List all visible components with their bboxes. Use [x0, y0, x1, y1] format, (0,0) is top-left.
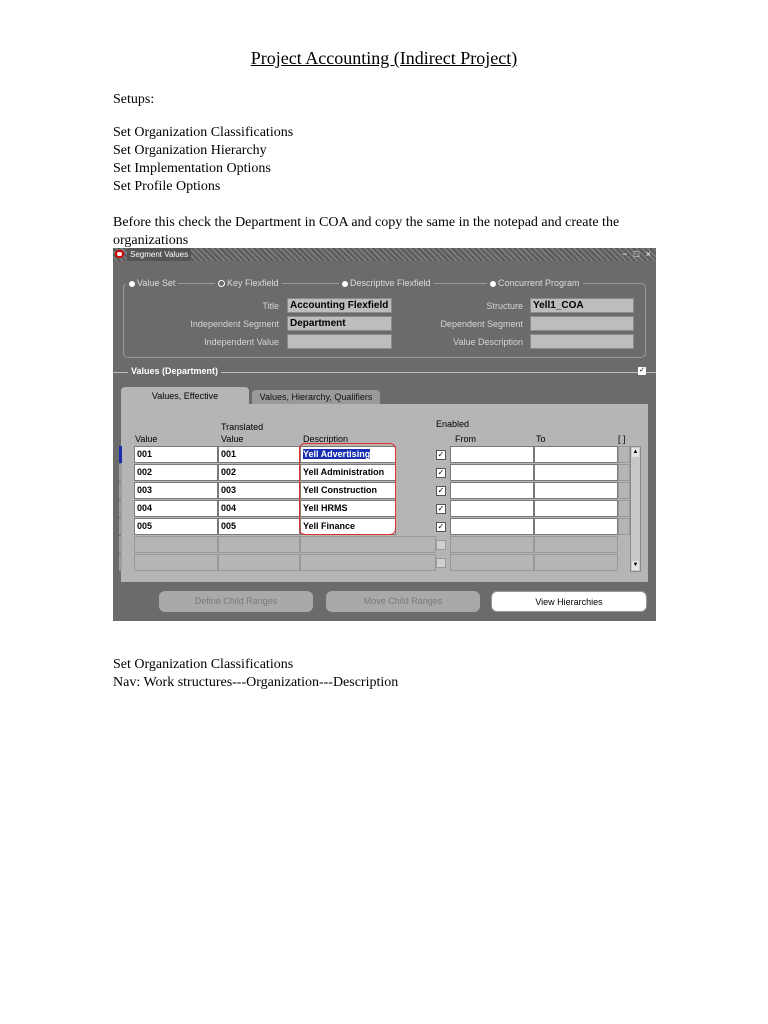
independent-value-label: Independent Value: [204, 337, 279, 347]
title-field[interactable]: Accounting Flexfield: [287, 298, 392, 313]
view-hierarchies-button[interactable]: View Hierarchies: [491, 591, 647, 612]
value-cell[interactable]: 001: [134, 446, 218, 463]
from-date-cell[interactable]: [450, 554, 534, 571]
define-child-ranges-button[interactable]: Define Child Ranges: [159, 591, 313, 612]
independent-segment-label: Independent Segment: [190, 319, 279, 329]
row-indicator[interactable]: [119, 464, 122, 481]
translated-value-cell[interactable]: 001: [218, 446, 300, 463]
annotation-highlight-box: [299, 443, 396, 535]
value-cell[interactable]: [134, 536, 218, 553]
from-date-cell[interactable]: [450, 482, 534, 499]
description-cell[interactable]: Yell Finance: [300, 518, 396, 535]
enabled-checkbox[interactable]: [436, 540, 446, 550]
radio-value-set[interactable]: Value Set: [126, 278, 178, 288]
col-header-bracket: [ ]: [618, 434, 626, 444]
move-child-ranges-button[interactable]: Move Child Ranges: [326, 591, 480, 612]
independent-segment-field[interactable]: Department: [287, 316, 392, 331]
section2-title: Set Organization Classifications: [113, 657, 294, 672]
context-cell[interactable]: [618, 518, 630, 535]
value-description-field[interactable]: [530, 334, 634, 349]
to-date-cell[interactable]: [534, 446, 618, 463]
value-cell[interactable]: 002: [134, 464, 218, 481]
step-profile-options: Set Profile Options: [113, 179, 221, 194]
scroll-up-icon[interactable]: ▲: [632, 449, 639, 455]
col-header-from: From: [455, 434, 476, 444]
col-header-value: Value: [135, 434, 158, 444]
enabled-checkbox[interactable]: ✓: [437, 468, 445, 477]
independent-value-field[interactable]: [287, 334, 392, 349]
to-date-cell[interactable]: [534, 500, 618, 517]
structure-field[interactable]: Yell1_COA: [530, 298, 634, 313]
row-indicator[interactable]: [119, 446, 122, 463]
description-cell[interactable]: [300, 554, 436, 571]
radio-selected-icon: [342, 281, 348, 287]
translated-value-cell[interactable]: [218, 554, 300, 571]
structure-label: Structure: [486, 301, 523, 311]
enabled-checkbox[interactable]: ✓: [437, 486, 445, 495]
radio-selected-icon: [129, 281, 135, 287]
oracle-logo-icon: [115, 250, 124, 258]
radio-concurrent-program[interactable]: Concurrent Program: [487, 278, 583, 288]
values-section-title: Values (Department): [128, 366, 221, 376]
description-cell[interactable]: Yell HRMS: [300, 500, 396, 517]
enabled-checkbox[interactable]: ✓: [437, 450, 445, 459]
window-titlebar: [113, 248, 656, 261]
value-cell[interactable]: 004: [134, 500, 218, 517]
translated-value-cell[interactable]: 004: [218, 500, 300, 517]
from-date-cell[interactable]: [450, 464, 534, 481]
value-cell[interactable]: 005: [134, 518, 218, 535]
dependent-segment-field[interactable]: [530, 316, 634, 331]
enabled-checkbox[interactable]: [436, 558, 446, 568]
col-header-to: To: [536, 434, 546, 444]
title-label: Title: [262, 301, 279, 311]
tab-values-effective[interactable]: Values, Effective: [121, 387, 249, 405]
radio-key-flexfield[interactable]: Key Flexfield: [215, 278, 282, 288]
row-indicator[interactable]: [119, 500, 122, 517]
enabled-checkbox[interactable]: ✓: [437, 522, 445, 531]
to-date-cell[interactable]: [534, 536, 618, 553]
enabled-checkbox[interactable]: ✓: [437, 504, 445, 513]
radio-descriptive-flexfield[interactable]: Descriptive Flexfield: [339, 278, 434, 288]
value-cell[interactable]: [134, 554, 218, 571]
translated-value-cell[interactable]: 005: [218, 518, 300, 535]
translated-value-cell[interactable]: 003: [218, 482, 300, 499]
to-date-cell[interactable]: [534, 482, 618, 499]
step-implementation-options: Set Implementation Options: [113, 161, 271, 176]
from-date-cell[interactable]: [450, 446, 534, 463]
instruction-note: Before this check the Department in COA and copy the same in the notepad and create the organizations: [113, 215, 620, 248]
setups-label: Setups:: [113, 92, 155, 107]
col-header-description: Description: [303, 434, 349, 444]
document-title: Project Accounting (Indirect Project): [250, 48, 518, 68]
from-date-cell[interactable]: [450, 518, 534, 535]
row-indicator[interactable]: [119, 554, 122, 571]
from-date-cell[interactable]: [450, 536, 534, 553]
table-scrollbar[interactable]: [630, 446, 641, 572]
dependent-segment-label: Dependent Segment: [440, 319, 523, 329]
to-date-cell[interactable]: [534, 554, 618, 571]
step-org-hierarchy: Set Organization Hierarchy: [113, 143, 267, 158]
step-org-classifications: Set Organization Classifications: [113, 125, 294, 140]
row-indicator[interactable]: [119, 536, 122, 553]
description-cell[interactable]: Yell Construction: [300, 482, 396, 499]
col-header-translated: Translated: [221, 422, 264, 432]
segment-values-window: [113, 248, 656, 621]
description-cell[interactable]: Yell Administration: [300, 464, 396, 481]
context-cell[interactable]: [618, 464, 630, 481]
translated-value-cell[interactable]: 002: [218, 464, 300, 481]
section2-navigation: Nav: Work structures---Organization---Description: [113, 675, 399, 690]
row-indicator[interactable]: [119, 482, 122, 499]
radio-selected-icon: [490, 281, 496, 287]
from-date-cell[interactable]: [450, 500, 534, 517]
radio-unselected-icon: [218, 280, 225, 287]
to-date-cell[interactable]: [534, 464, 618, 481]
window-title: Segment Values: [127, 248, 191, 261]
description-cell[interactable]: Yell Advertising: [300, 446, 396, 463]
section-checkbox-icon[interactable]: ✓: [639, 367, 645, 374]
tab-values-hierarchy-qualifiers[interactable]: Values, Hierarchy, Qualifiers: [252, 390, 380, 405]
context-cell[interactable]: [618, 500, 630, 517]
description-cell[interactable]: [300, 536, 436, 553]
row-indicator[interactable]: [119, 518, 122, 535]
scroll-down-icon[interactable]: ▼: [632, 562, 639, 568]
col-header-enabled: Enabled: [436, 419, 470, 429]
col-header-translated-value: Value: [221, 434, 244, 444]
value-cell[interactable]: 003: [134, 482, 218, 499]
window-controls-icon[interactable]: − □ ×: [622, 249, 653, 259]
value-description-label: Value Description: [453, 337, 523, 347]
context-cell[interactable]: [618, 482, 630, 499]
translated-value-cell[interactable]: [218, 536, 300, 553]
to-date-cell[interactable]: [534, 518, 618, 535]
context-cell[interactable]: [618, 446, 630, 463]
